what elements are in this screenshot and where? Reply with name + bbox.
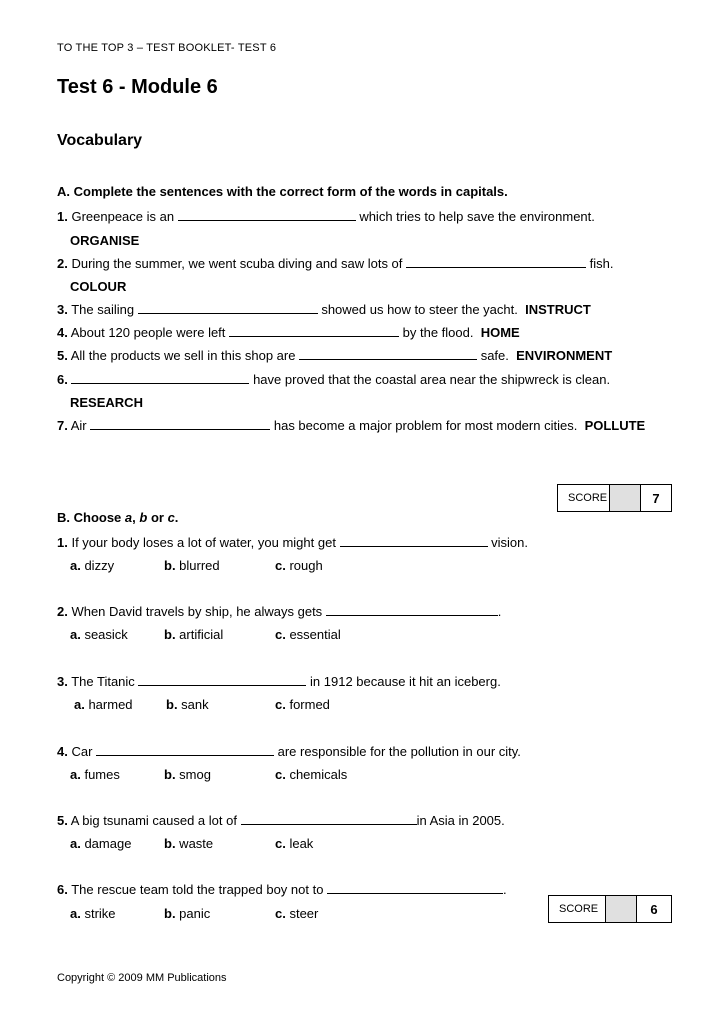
option-a[interactable]: [70, 558, 114, 573]
instruction-separator: or: [147, 510, 168, 525]
answer-blank[interactable]: [90, 418, 270, 430]
option-b[interactable]: [164, 627, 223, 642]
option-b[interactable]: [164, 906, 210, 921]
instruction-option-c: c: [167, 510, 175, 525]
option-letter: b.: [164, 836, 176, 851]
part-b-item-5: [57, 813, 505, 828]
sentence-before: All the products we sell in this shop are: [67, 348, 300, 363]
answer-blank[interactable]: [138, 302, 318, 314]
part-b-item-1: [57, 535, 528, 550]
option-letter: a.: [70, 836, 81, 851]
option-b[interactable]: [164, 558, 220, 573]
section-title: Vocabulary: [57, 132, 143, 149]
option-text: essential: [285, 627, 341, 642]
option-text: fumes: [80, 767, 120, 782]
option-letter: c.: [275, 697, 286, 712]
part-a-item-7: [57, 418, 645, 433]
keyword: ORGANISE: [70, 233, 140, 248]
sentence-before: Car: [67, 744, 97, 759]
item-number: 5.: [57, 348, 68, 363]
item-number: 3.: [57, 674, 68, 689]
option-b[interactable]: [164, 767, 211, 782]
option-text: formed: [285, 697, 330, 712]
sentence-after: by the flood.: [399, 325, 474, 340]
answer-blank[interactable]: [96, 744, 274, 756]
item-number: 6.: [57, 372, 68, 387]
sentence-after: has become a major problem for most modern cities.: [270, 418, 578, 433]
option-text: waste: [175, 836, 214, 851]
part-a-item-2: [57, 256, 613, 271]
option-letter: a.: [70, 906, 81, 921]
sentence-after: are responsible for the pollution in our city.: [274, 744, 521, 759]
instruction-separator: ,: [132, 510, 140, 525]
option-a[interactable]: [70, 627, 128, 642]
sentence-before: About 120 people were left: [67, 325, 230, 340]
option-letter: c.: [275, 906, 286, 921]
option-c[interactable]: [275, 767, 347, 782]
option-text: steer: [285, 906, 319, 921]
keyword: HOME: [480, 325, 520, 340]
score-max: 7: [652, 490, 660, 506]
sentence-before: When David travels by ship, he always gets: [67, 604, 326, 619]
item-number: 4.: [57, 325, 68, 340]
option-b[interactable]: [164, 836, 213, 851]
item-number: 3.: [57, 302, 68, 317]
page-title: Test 6 - Module 6: [57, 76, 218, 98]
part-b-item-3: [57, 674, 501, 689]
sentence-after: fish.: [586, 256, 614, 271]
score-entry[interactable]: [610, 485, 641, 511]
score-entry[interactable]: [606, 896, 637, 922]
option-letter: a.: [70, 558, 81, 573]
option-text: smog: [175, 767, 211, 782]
item-number: 5.: [57, 813, 68, 828]
option-letter: b.: [164, 767, 176, 782]
option-letter: b.: [166, 697, 178, 712]
answer-blank[interactable]: [138, 674, 306, 686]
sentence-after: which tries to help save the environment.: [355, 209, 595, 224]
option-c[interactable]: [275, 906, 318, 921]
score-label: SCORE: [558, 485, 610, 511]
part-a-item-6: [57, 372, 610, 387]
keyword: COLOUR: [70, 279, 127, 294]
option-letter: b.: [164, 627, 176, 642]
sentence-after: in Asia in 2005.: [416, 813, 505, 828]
part-a-item-3: [57, 302, 591, 317]
page-footer: Copyright © 2009 MM Publications: [57, 972, 227, 984]
option-c[interactable]: [275, 697, 330, 712]
keyword: ENVIRONMENT: [516, 348, 613, 363]
sentence-after: vision.: [487, 535, 529, 550]
sentence-before: The rescue team told the trapped boy not to: [67, 882, 328, 897]
part-a-item-1: [57, 209, 595, 224]
item-number: 6.: [57, 882, 68, 897]
option-letter: c.: [275, 558, 286, 573]
answer-blank[interactable]: [241, 813, 417, 825]
item-number: 1.: [57, 535, 68, 550]
option-c[interactable]: [275, 836, 313, 851]
option-letter: a.: [70, 627, 81, 642]
option-text: dizzy: [80, 558, 115, 573]
item-number: 4.: [57, 744, 68, 759]
sentence-before: Air: [67, 418, 91, 433]
item-number: 2.: [57, 604, 68, 619]
item-number: 7.: [57, 418, 68, 433]
option-text: leak: [285, 836, 314, 851]
keyword: INSTRUCT: [525, 302, 591, 317]
option-letter: b.: [164, 906, 176, 921]
answer-blank[interactable]: [229, 325, 399, 337]
option-text: artificial: [175, 627, 224, 642]
option-letter: c.: [275, 767, 286, 782]
option-c[interactable]: [275, 558, 323, 573]
sentence-before: Greenpeace is an: [67, 209, 178, 224]
sentence-after: showed us how to steer the yacht.: [317, 302, 518, 317]
option-text: seasick: [80, 627, 128, 642]
sentence-before: The Titanic: [67, 674, 139, 689]
option-a[interactable]: [74, 697, 133, 712]
part-a-instruction: A. Complete the sentences with the correct form of the words in capitals.: [57, 184, 508, 199]
option-letter: b.: [164, 558, 176, 573]
option-b[interactable]: [166, 697, 209, 712]
item-number: 2.: [57, 256, 68, 271]
option-letter: a.: [74, 697, 85, 712]
option-text: panic: [175, 906, 211, 921]
score-box-b: [548, 895, 672, 923]
sentence-after: in 1912 because it hit an iceberg.: [306, 674, 501, 689]
answer-blank[interactable]: [406, 256, 586, 268]
item-number: 1.: [57, 209, 68, 224]
option-text: rough: [285, 558, 323, 573]
score-box-a: [557, 484, 672, 512]
answer-blank[interactable]: [299, 348, 477, 360]
option-a[interactable]: [70, 767, 120, 782]
instruction-option-a: a: [124, 510, 133, 525]
option-a[interactable]: [70, 836, 131, 851]
instruction-text: B. Choose: [57, 510, 125, 525]
sentence-before: During the summer, we went scuba diving and saw lots of: [67, 256, 407, 271]
option-letter: a.: [70, 767, 81, 782]
option-letter: c.: [275, 836, 286, 851]
answer-blank[interactable]: [178, 209, 356, 221]
option-text: chemicals: [285, 767, 348, 782]
score-label: SCORE: [549, 896, 606, 922]
keyword: POLLUTE: [584, 418, 646, 433]
score-max: 6: [650, 901, 658, 917]
part-b-instruction: [57, 510, 178, 525]
part-a-item-4: [57, 325, 520, 340]
sentence-after: .: [503, 882, 507, 897]
part-b-item-2: [57, 604, 501, 619]
option-text: harmed: [84, 697, 133, 712]
option-letter: c.: [275, 627, 286, 642]
answer-blank[interactable]: [326, 604, 498, 616]
part-a-item-5: [57, 348, 612, 363]
option-text: sank: [177, 697, 209, 712]
option-text: damage: [80, 836, 132, 851]
answer-blank[interactable]: [71, 372, 249, 384]
option-c[interactable]: [275, 627, 341, 642]
sentence-after: have proved that the coastal area near the shipwreck is clean.: [249, 372, 611, 387]
answer-blank[interactable]: [340, 535, 488, 547]
answer-blank[interactable]: [327, 882, 503, 894]
option-a[interactable]: [70, 906, 116, 921]
page-header: TO THE TOP 3 – TEST BOOKLET- TEST 6: [57, 42, 277, 54]
sentence-after: .: [497, 604, 502, 619]
option-text: strike: [80, 906, 116, 921]
part-b-item-4: [57, 744, 521, 759]
instruction-end: .: [174, 510, 179, 525]
part-b-item-6: [57, 882, 507, 897]
sentence-after: safe.: [477, 348, 509, 363]
sentence-before: A big tsunami caused a lot of: [67, 813, 241, 828]
instruction-option-b: b: [139, 510, 148, 525]
keyword: RESEARCH: [70, 395, 143, 410]
sentence-before: If your body loses a lot of water, you might get: [67, 535, 340, 550]
sentence-before: The sailing: [67, 302, 138, 317]
option-text: blurred: [175, 558, 220, 573]
